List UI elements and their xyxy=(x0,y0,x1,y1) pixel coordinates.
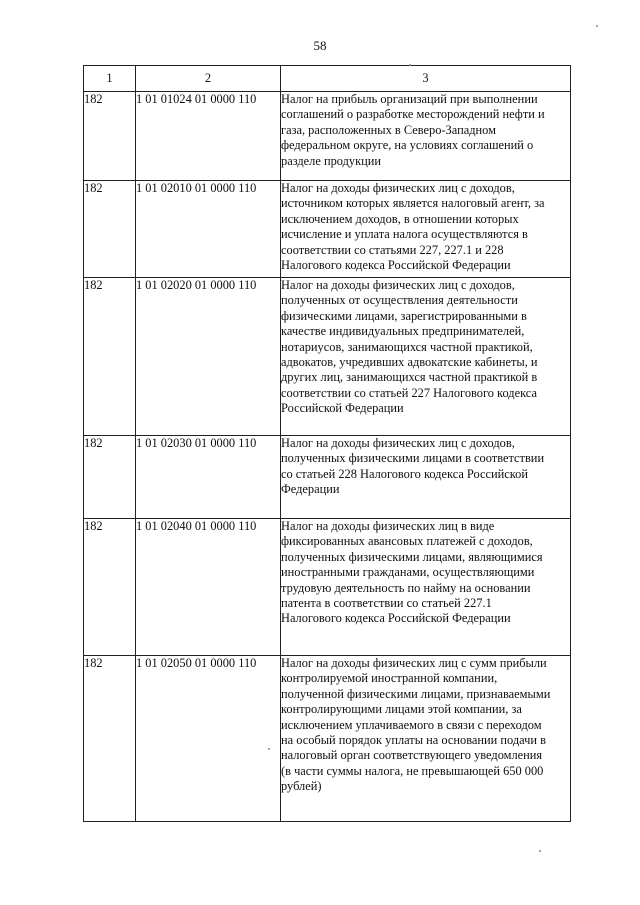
budget-code-cell: 1 01 02040 01 0000 110 xyxy=(136,519,281,656)
column-header-1: 1 xyxy=(84,66,136,92)
revenue-name-cell xyxy=(281,519,571,656)
column-header-2: 2 xyxy=(136,66,281,92)
table-row xyxy=(84,181,571,278)
revenue-name-line: федеральном округе, на условиях соглашений о xyxy=(281,138,534,153)
admin-code-cell: 182 xyxy=(84,519,136,656)
revenue-name-line: полученных физическими лицами, являющимися xyxy=(281,549,543,564)
revenue-name-line: Федерации xyxy=(281,482,340,497)
revenue-name-line: исключением доходов, в отношении которых xyxy=(281,211,519,226)
revenue-name-line: Налогового кодекса Российской Федерации xyxy=(281,611,511,626)
scan-speck xyxy=(596,25,598,27)
revenue-name-line: трудовую деятельность по найму на основании xyxy=(281,580,531,595)
budget-code-cell: 1 01 01024 01 0000 110 xyxy=(136,92,281,181)
admin-code-cell: 182 xyxy=(84,278,136,436)
revenue-name-line: на особый порядок уплаты на основании подачи в xyxy=(281,733,546,748)
budget-code-cell: 1 01 02020 01 0000 110 xyxy=(136,278,281,436)
revenue-name-line: Налог на доходы физических лиц с доходов, xyxy=(281,278,515,292)
revenue-name-line: иностранными гражданами, осуществляющими xyxy=(281,565,535,580)
revenue-name-line: соответствии со статьей 227 Налогового кодекса xyxy=(281,385,537,400)
page-number: 58 xyxy=(313,38,327,53)
revenue-name-cell xyxy=(281,278,571,436)
admin-code-cell: 182 xyxy=(84,181,136,278)
revenue-name-line: рублей) xyxy=(281,779,322,794)
scan-speck xyxy=(539,850,541,852)
revenue-name-line: полученных физическими лицами в соответствии xyxy=(281,451,545,466)
budget-code-cell: 1 01 02010 01 0000 110 xyxy=(136,181,281,278)
table-row xyxy=(84,92,571,181)
revenue-name-line: исключением уплачиваемого в связи с переходом xyxy=(281,717,542,732)
table-row xyxy=(84,278,571,436)
revenue-name-line: физическими лицами, зарегистрированными в xyxy=(281,308,527,323)
revenue-name-line: контролируемой иностранной компании, xyxy=(281,671,498,686)
revenue-name-line: со статьей 228 Налогового кодекса Российской xyxy=(281,466,529,481)
revenue-name-cell xyxy=(281,92,571,181)
budget-code-cell: 1 01 02030 01 0000 110 xyxy=(136,436,281,519)
revenue-codes-table xyxy=(83,65,571,822)
revenue-name-line: источником которых является налоговый агент, за xyxy=(281,196,545,211)
revenue-name-line: (в части суммы налога, не превышающей 650 000 xyxy=(281,763,544,778)
table-row xyxy=(84,656,571,822)
revenue-name-line: полученной физическими лицами, признаваемыми xyxy=(281,686,551,701)
revenue-name-line: соответствии со статьями 227, 227.1 и 228 xyxy=(281,242,504,257)
table-header-row xyxy=(84,66,571,92)
revenue-name-line: Налогового кодекса Российской Федерации xyxy=(281,258,511,273)
revenue-name-line: Налог на доходы физических лиц в виде xyxy=(281,519,495,533)
revenue-name-line: адвокатов, учредивших адвокатские кабинеты, и xyxy=(281,355,538,370)
scan-speck xyxy=(409,64,411,66)
revenue-name-line: Налог на доходы физических лиц с доходов, xyxy=(281,181,515,195)
revenue-name-line: полученных от осуществления деятельности xyxy=(281,293,518,308)
revenue-name-cell xyxy=(281,436,571,519)
admin-code-cell: 182 xyxy=(84,436,136,519)
revenue-name-line: разделе продукции xyxy=(281,153,382,168)
scan-speck xyxy=(268,748,270,750)
table-row xyxy=(84,436,571,519)
revenue-name-line: газа, расположенных в Северо-Западном xyxy=(281,122,496,137)
admin-code-cell: 182 xyxy=(84,656,136,822)
budget-code-cell: 1 01 02050 01 0000 110 xyxy=(136,656,281,822)
revenue-name-line: патента в соответствии со статьей 227.1 xyxy=(281,596,492,611)
revenue-name-line: контролирующими лицами этой компании, за xyxy=(281,702,522,717)
revenue-name-cell xyxy=(281,656,571,822)
revenue-name-line: нотариусов, занимающихся частной практикой, xyxy=(281,339,533,354)
revenue-name-cell xyxy=(281,181,571,278)
revenue-name-line: Налог на прибыль организаций при выполнении xyxy=(281,92,538,106)
revenue-name-line: других лиц, занимающихся частной практикой в xyxy=(281,370,538,385)
revenue-name-line: фиксированных авансовых платежей с доходов, xyxy=(281,534,533,549)
revenue-name-line: соглашений о разработке месторождений нефти и xyxy=(281,107,545,122)
revenue-name-line: Налог на доходы физических лиц с доходов, xyxy=(281,436,515,450)
admin-code-cell: 182 xyxy=(84,92,136,181)
column-header-3: 3 xyxy=(281,66,571,92)
revenue-name-line: исчисление и уплата налога осуществляются в xyxy=(281,227,528,242)
revenue-name-line: Российской Федерации xyxy=(281,401,404,416)
table-row xyxy=(84,519,571,656)
revenue-name-line: качестве индивидуальных предпринимателей, xyxy=(281,324,525,339)
revenue-name-line: Налог на доходы физических лиц с сумм прибыли xyxy=(281,656,547,670)
revenue-name-line: налоговый орган соответствующего уведомления xyxy=(281,748,543,763)
